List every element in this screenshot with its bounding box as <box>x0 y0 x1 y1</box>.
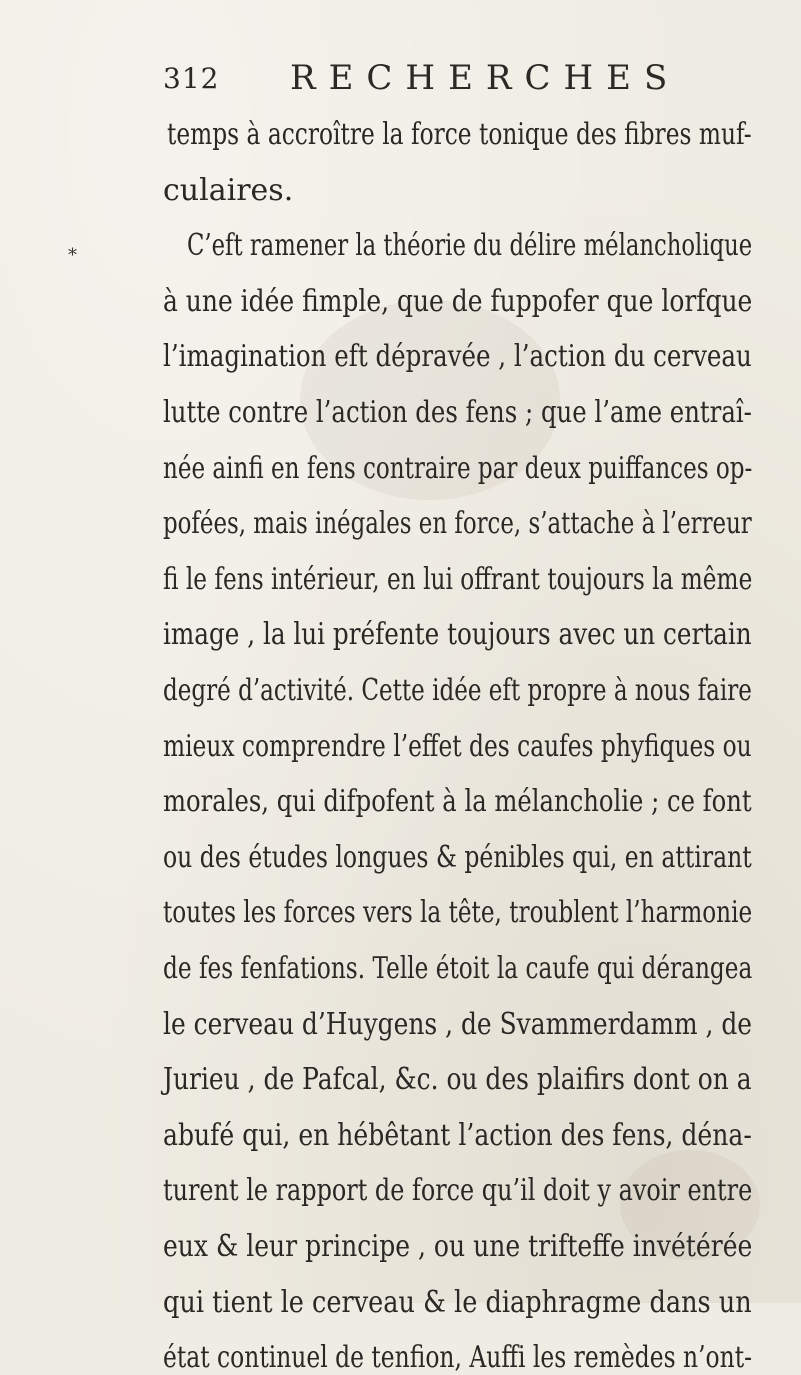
page-number: 312 <box>163 62 220 95</box>
text-line: ou des études longues & pénibles qui, en attirant <box>163 839 752 875</box>
text-line: lutte contre l’action des fens ; que l’ame entraî- <box>163 395 752 430</box>
text-line: le cerveau d’Huygens , de Svammerdamm , de <box>163 1006 753 1042</box>
text-line: qui tient le cerveau & le diaphragme dans un <box>163 1284 752 1320</box>
text-line: née ainfi en fens contraire par deux puiffances op- <box>163 450 753 486</box>
text-line: à une idée fimple, que de fuppofer que lorfque <box>163 283 753 319</box>
text-line: degré d’activité. Cette idée eft propre à nous faire <box>163 673 752 708</box>
text-line: pofées, mais inégales en force, s’attache à l’erreur <box>163 506 752 542</box>
text-line: turent le rapport de force qu’il doit y avoir entre <box>163 1173 753 1209</box>
text-line: fi le fens intérieur, en lui offrant toujours la même <box>163 561 753 597</box>
text-line: culaires. <box>163 172 294 208</box>
text-line: toutes les forces vers la tête, troublent l’harmonie <box>163 895 753 931</box>
text-line: image , la lui préfente toujours avec un certain <box>163 617 752 653</box>
text-line: morales, qui difpofent à la mélancholie ; ce font <box>163 784 752 820</box>
text-line: mieux comprendre l’effet des caufes phyfiques ou <box>163 728 752 764</box>
text-line: temps à accroître la force tonique des fibres muf- <box>167 117 752 152</box>
running-header <box>0 58 801 98</box>
text-line: C’eft ramener la théorie du délire mélancholique <box>187 228 753 264</box>
text-line: de fes fenfations. Telle étoit la caufe qui dérangea <box>163 951 753 986</box>
text-line: état continuel de tenfion, Auffi les remèdes n’ont- <box>163 1340 753 1375</box>
text-line: l’imagination eft dépravée , l’action du cerveau <box>163 339 752 375</box>
margin-mark: * <box>68 245 77 266</box>
running-title: RECHERCHES <box>290 58 681 98</box>
text-line: abufé qui, en hébêtant l’action des fens, déna- <box>163 1117 752 1153</box>
text-line: Jurieu , de Pafcal, &c. ou des plaifirs dont on a <box>163 1062 752 1098</box>
text-line: eux & leur principe , ou une trifteffe invétérée <box>163 1229 753 1264</box>
